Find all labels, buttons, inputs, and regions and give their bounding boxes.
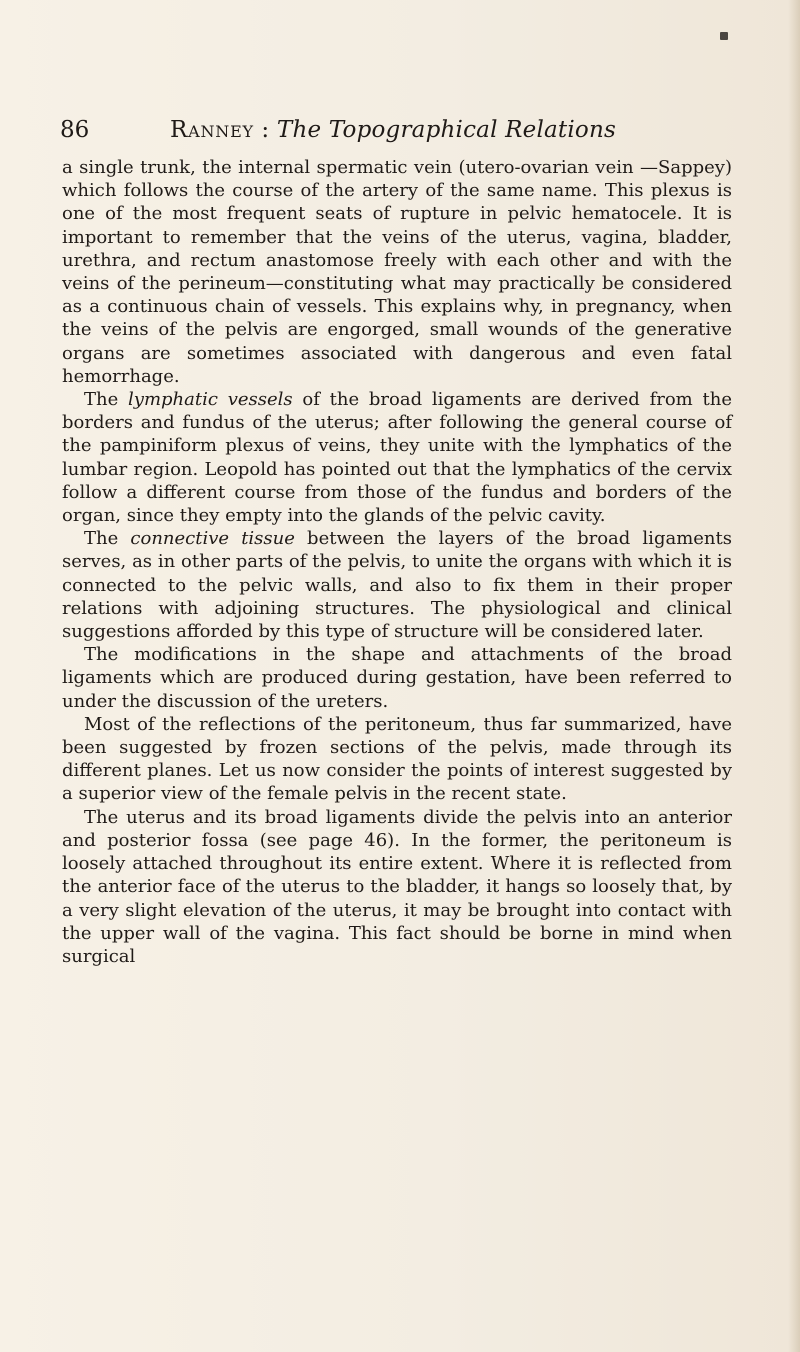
paragraph-text: The uterus and its broad ligaments divide the pelvis into an anterior and posterior fossa (see page 46). In the former, the peritoneum is loosely attached throughout its entire extent. Where it is reflected from the anterior face of the uterus to the bladder, it hangs so loosely that, by a very slight elevation of the uterus, it may be brought into contact with the upper wall of the vagina. This fact should be borne in mind when surgical [62,806,732,967]
italic-term: connective tissue [130,528,295,550]
paragraph-text: a single trunk, the internal spermatic vein (utero-ovarian vein —Sappey) which follows the course of the artery of the same name. This plexus is one of the most frequent seats of rupture in pelvic hematocele. It is important to remember that the veins of the uterus, vagina, bladder, urethra, and rectum anastomose freely with each other and with the veins of the perineum—constituting what may practically be considered as a continuous chain of vessels. This explains why, in pregnancy, when the veins of the pelvis are engorged, small wounds of the generative organs are sometimes associated with dangerous and even fatal hemorrhage. [62,157,732,387]
paragraph-text: The modifications in the shape and attachments of the broad ligaments which are produced during gestation, have been referred to under the discussion of the ureters. [62,644,732,712]
page-number: 86 [60,117,90,143]
paragraph-text: between the layers of the broad ligaments serves, as in other parts of the pelvis, to unite the organs with which it is connected to the pelvic walls, and also to fix them in their proper relations with adjoining structures. The physiological and clinical suggestions afforded by this type of structure will be considered later. [62,528,732,643]
author-name: Ranney [170,117,254,143]
paragraph [62,527,732,643]
page-edge-shadow [788,0,800,1352]
italic-term: lymphatic vessels [128,389,293,411]
paragraph-text: of the broad ligaments are derived from the borders and fundus of the uterus; after following the general course of the pampiniform plexus of veins, they unite with the lymphatics of the lumbar region. Leopold has pointed out that the lymphatics of the cervix follow a different course from those of the fundus and borders of the organ, since they empty into the glands of the pelvic cavity. [62,389,732,527]
page-body [62,156,732,968]
running-head-text [170,116,616,144]
paragraph-text: The [84,528,131,550]
paragraph [62,388,732,527]
print-mark [720,32,728,40]
running-header [60,116,790,144]
paragraph [62,643,732,713]
book-title: The Topographical Relations [276,117,616,143]
paragraph [62,156,732,388]
paragraph-text: The [84,389,129,411]
paragraph-text: Most of the reflections of the peritoneum, thus far summarized, have been suggested by frozen sections of the pelvis, made through its different planes. Let us now consider the points of interest suggested by a superior view of the female pelvis in the recent state. [62,713,732,805]
paragraph [62,806,732,968]
paragraph [62,713,732,806]
header-separator: : [253,117,277,143]
